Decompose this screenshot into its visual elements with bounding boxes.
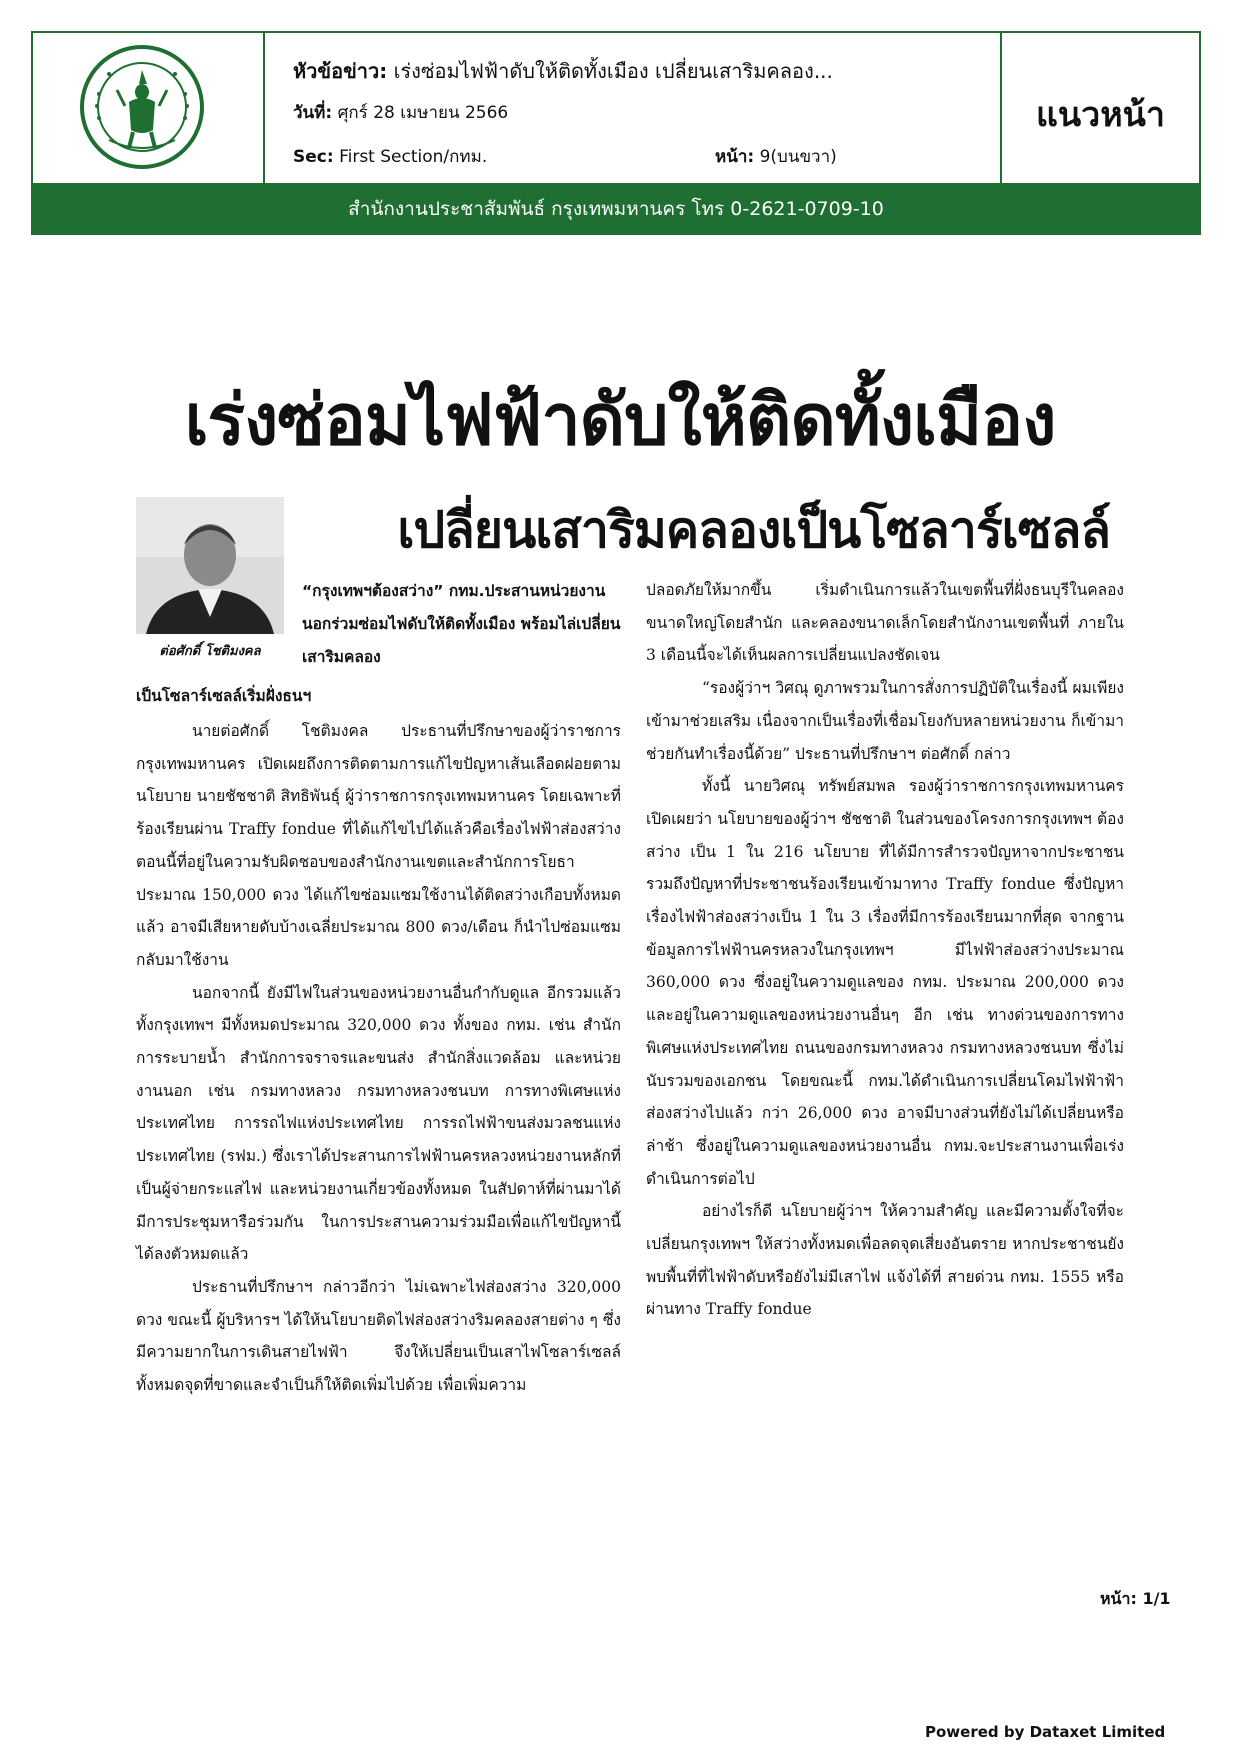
paragraph: นอกจากนี้ ยังมีไฟในส่วนของหน่วยงานอื่นกำกับดูแล อีกรวมแล้วทั้งกรุงเทพฯ มีทั้งหมดประมาณ 320,000 ดวง ทั้งของ กทม. เช่น สำนักการระบายน้ำ สำนักการจราจรและขนส่ง สำนักสิ่งแวดล้อม และหน่วยงานนอก เช่น กรมทางหลวง กรมทางหลวงชนบท การทางพิเศษแห่งประเทศไทย การรถไฟแห่งประเทศไทย การรถไฟฟ้าขนส่งมวลชนแห่งประเทศไทย (รฟม.) ซึ่งเราได้ประสานการไฟฟ้านครหลวงหน่วยงานหลักที่เป็นผู้จ่ายกระแสไฟ และหน่วยงานเกี่ยวข้องทั้งหมด ในสัปดาห์ที่ผ่านมาได้มีการประชุมหารือร่วมกัน ในการประสานความร่วมมือเพื่อแก้ไขปัญหานี้ได้ลงตัวหมดแล้ว	[136, 983, 621, 1264]
paragraph: ปลอดภัยให้มากขึ้น เริ่มดำเนินการแล้วในเขตพื้นที่ฝั่งธนบุรีในคลองขนาดใหญ่โดยสำนัก และคลองขนาดเล็กโดยสำนักงานเขตพื้นที่ ภายใน 3 เดือนนี้จะได้เห็นผลการเปลี่ยนแปลงชัดเจน	[646, 581, 1124, 665]
date-label: วันที่:	[293, 103, 333, 123]
powered-by: Powered by Dataxet Limited	[925, 1723, 1166, 1741]
page-label: หน้า:	[715, 147, 755, 167]
headline-main: เร่งซ่อมไฟฟ้าดับให้ติดทั้งเมือง	[184, 379, 1056, 461]
paragraph: ทั้งนี้ นายวิศณุ ทรัพย์สมพล รองผู้ว่าราชการกรุงเทพมหานคร เปิดเผยว่า นโยบายของผู้ว่าฯ ชัชชาติ ในส่วนของโครงการกรุงเทพฯ ต้องสว่าง เป็น 1 ใน 216 นโยบาย ที่ได้มีการสำรวจปัญหาจากประชาชน รวมถึงปัญหาที่ประชาชนร้องเรียนเข้ามาทาง Traffy fondue ซึ่งปัญหาเรื่องไฟฟ้าส่องสว่างเป็น 1 ใน 3 เรื่องที่มีการร้องเรียนมากที่สุด จากฐานข้อมูลการไฟฟ้านครหลวงในกรุงเทพฯ มีไฟฟ้าส่องสว่างประมาณ 360,000 ดวง ซึ่งอยู่ในความดูแลของ กทม. ประมาณ 200,000 ดวง และอยู่ในความดูแลของหน่วยงานอื่นๆ อีก เช่น ทางด่วนของการทางพิเศษแห่งประเทศไทย ถนนของกรมทางหลวง กรมทางหลวงชนบท ซึ่งไม่นับรวมของเอกชน โดยขณะนี้ กทม.ได้ดำเนินการเปลี่ยนโคมไฟฟ้าฟ้าส่องสว่างไปแล้ว กว่า 26,000 ดวง อาจมีบางส่วนที่ยังไม่ได้เปลี่ยนหรือล่าช้า ซึ่งอยู่ในความดูแลของหน่วยงานอื่น กทม.จะประสานงานเพื่อเร่งดำเนินการต่อไป	[646, 777, 1124, 1188]
publication-name: แนวหน้า	[1036, 95, 1165, 135]
bma-seal-icon	[79, 44, 205, 170]
photo-caption: ต่อศักดิ์ โชติมงคล	[159, 644, 261, 659]
article-column-right	[646, 574, 1124, 1326]
person-icon	[136, 497, 284, 634]
lead-text-tail: เป็นโซลาร์เซลล์เริ่มฝั่งธนฯ	[136, 687, 312, 705]
page-line	[715, 143, 837, 170]
headline-line	[293, 55, 833, 87]
headline-label: หัวข้อข่าว:	[293, 59, 388, 83]
publication-cell	[1002, 33, 1199, 183]
paragraph: “รองผู้ว่าฯ วิศณุ ดูภาพรวมในการสั่งการปฏิบัติในเรื่องนี้ ผมเพียงเข้ามาช่วยเสริม เนื่องจากเป็นเรื่องที่เชื่อมโยงกับหลายหน่วยงาน ก็เข้ามาช่วยกันทำเรื่องนี้ด้วย” ประธานที่ปรึกษาฯ ต่อศักดิ์ กล่าว	[646, 679, 1124, 763]
headline-value: เร่งซ่อมไฟฟ้าดับให้ติดทั้งเมือง เปลี่ยนเสาริมคลอง...	[393, 59, 833, 83]
logo-cell	[33, 33, 265, 183]
page-number-value: 1/1	[1142, 1589, 1171, 1608]
paragraph: ประธานที่ปรึกษาฯ กล่าวอีกว่า ไม่เฉพาะไฟส่องสว่าง 320,000 ดวง ขณะนี้ ผู้บริหารฯ ได้ให้นโยบายติดไฟส่องสว่างริมคลองสายต่าง ๆ ซึ่งมีความยากในการเดินสายไฟฟ้า จึงให้เปลี่ยนเป็นเสาไฟโซลาร์เซลล์ทั้งหมดจุดที่ขาดและจำเป็นก็ให้ติดเพิ่มไปด้วย เพื่อเพิ่มความ	[136, 1277, 621, 1395]
paragraph: อย่างไรก็ดี นโยบายผู้ว่าฯ ให้ความสำคัญ และมีความตั้งใจที่จะเปลี่ยนกรุงเทพฯ ให้สว่างทั้งหมดเพื่อลดจุดเสี่ยงอันตราย หากประชาชนยังพบพื้นที่ที่ไฟฟ้าดับหรือยังไม่มีเสาไฟ แจ้งได้ที่ สายด่วน กทม. 1555 หรือผ่านทาง Traffy fondue	[646, 1202, 1124, 1319]
sec-value: First Section/กทม.	[339, 147, 488, 167]
date-line	[293, 99, 508, 126]
clipping-header	[31, 31, 1201, 235]
date-value: ศุกร์ 28 เมษายน 2566	[337, 103, 509, 123]
sec-label: Sec:	[293, 147, 334, 167]
page-number	[1100, 1587, 1171, 1612]
sec-line	[293, 143, 487, 170]
office-bar: สำนักงานประชาสัมพันธ์ กรุงเทพมหานคร โทร 0-2621-0709-10	[31, 183, 1201, 235]
page-value: 9(บนขวา)	[759, 147, 837, 167]
paragraph: นายต่อศักดิ์ โชติมงคล ประธานที่ปรึกษาของผู้ว่าราชการกรุงเทพมหานคร เปิดเผยถึงการติดตามการแก้ไขปัญหาเส้นเลือดฝอยตามนโยบาย นายชัชชาติ สิทธิพันธุ์ ผู้ว่าราชการกรุงเทพมหานคร โดยเฉพาะที่ร้องเรียนผ่าน Traffy fondue ที่ได้แก้ไขไปได้แล้วคือเรื่องไฟฟ้าส่องสว่าง ตอนนี้ที่อยู่ในความรับผิดชอบของสำนักงานเขตและสำนักการโยธา ประมาณ 150,000 ดวง ได้แก้ไขซ่อมแซมใช้งานได้ติดสว่างเกือบทั้งหมดแล้ว อาจมีเสียหายดับบ้างเฉลี่ยประมาณ 800 ดวง/เดือน ก็นำไปซ่อมแซมกลับมาใช้งาน	[136, 722, 621, 969]
portrait-photo	[136, 497, 284, 634]
page-number-label: หน้า:	[1100, 1589, 1137, 1608]
headline-info	[265, 33, 1002, 183]
headline-sub: เปลี่ยนเสาริมคลองเป็นโซลาร์เซลล์	[397, 501, 1110, 559]
article-column-left	[136, 715, 621, 1402]
header-box	[31, 31, 1201, 185]
lead-text: “กรุงเทพฯต้องสว่าง” กทม.ประสานหน่วยงานนอกร่วมซ่อมไฟดับให้ติดทั้งเมือง พร้อมไล่เปลี่ยนเสาริมคลอง	[302, 582, 621, 666]
